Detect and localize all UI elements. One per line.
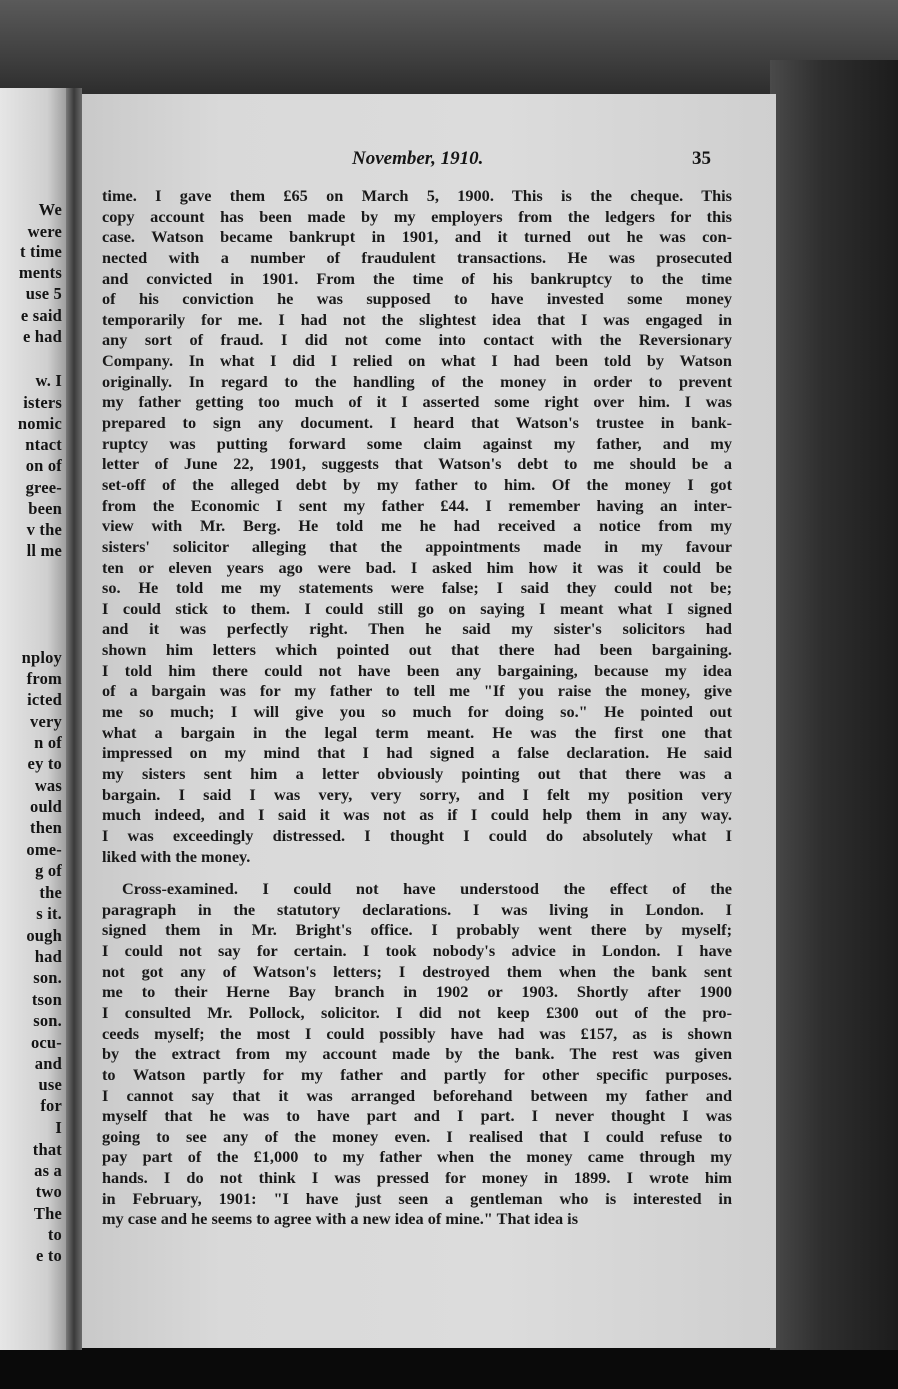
left-page-text-fragment: ocu- (30, 1033, 62, 1052)
left-page-text-fragment: that (32, 1140, 62, 1159)
text-line: temporarily for me. I had not the slightest idea that I was engaged in (102, 309, 732, 329)
text-line: I told him there could not have been any bargaining, because my idea (102, 660, 732, 680)
text-line: my case and he seems to agree with a new idea of mine." That idea is (102, 1209, 579, 1229)
text-line: liked with the money. (102, 846, 251, 866)
text-line: pay part of the £1,000 to my father when the money came through my (102, 1147, 732, 1167)
left-facing-page (0, 88, 68, 1350)
text-line: Company. In what I did I relied on what I had been told by Watson (102, 351, 732, 371)
left-page-text-fragment: nomic (17, 414, 62, 433)
paragraph-1 (102, 186, 732, 867)
left-page-text-fragment: s it. (36, 904, 62, 923)
text-line: to Watson partly for my father and partly for other specific purposes. (102, 1064, 732, 1084)
text-line: bargain. I said I was very, very sorry, and I felt my position very (102, 784, 732, 804)
left-page-text-fragment: n of (34, 733, 62, 752)
text-line: myself that he was to have part and I part. I never thought I was (102, 1106, 732, 1126)
text-line: ceeds myself; the most I could possibly have had was £157, as is shown (102, 1023, 732, 1043)
text-line: prepared to sign any document. I heard that Watson's trustee in bank- (102, 413, 732, 433)
text-line: what a bargain in the legal term meant. He was the first one that (102, 722, 732, 742)
left-page-text-fragment: g of (35, 861, 62, 880)
text-line: and convicted in 1901. From the time of his bankruptcy to the time (102, 268, 732, 288)
text-line: originally. In regard to the handling of the money in order to prevent (102, 371, 732, 391)
text-line: case. Watson became bankrupt in 1901, and it turned out he was con- (102, 227, 732, 247)
left-page-text-fragment: ments (18, 263, 62, 282)
text-line: shown him letters which pointed out that there had been bargaining. (102, 640, 732, 660)
left-page-text-fragment: e said (20, 306, 62, 325)
left-page-text-fragment: very (30, 712, 62, 731)
left-page-text-fragment: as a (34, 1161, 62, 1180)
text-line: I was exceedingly distressed. I thought I could do absolutely what I (102, 825, 732, 845)
text-line: any sort of fraud. I did not come into contact with the Reversionary (102, 330, 732, 350)
text-line: copy account has been made by my employers from the ledgers for this (102, 206, 732, 226)
left-page-text-fragment: ould (30, 797, 62, 816)
text-line: ten or eleven years ago were bad. I asked him how it was it could be (102, 557, 732, 577)
left-page-text-fragment: The (33, 1204, 62, 1223)
left-page-text-fragment: use 5 (25, 284, 62, 303)
paragraph-2 (102, 879, 732, 1230)
text-line: sisters' solicitor alleging that the appointments made in my favour (102, 536, 732, 556)
body-text (102, 186, 732, 1230)
left-page-text-fragment: two (35, 1182, 62, 1201)
left-page-text-fragment: were (27, 222, 62, 241)
left-page-text-fragment: then (30, 818, 62, 837)
text-line: by the extract from my account made by the bank. The rest was given (102, 1044, 732, 1064)
text-line: much indeed, and I said it was not as if I could help them in any way. (102, 805, 732, 825)
text-line: I consulted Mr. Pollock, solicitor. I did not keep £300 out of the pro- (102, 1002, 732, 1022)
left-page-text-fragment: for (40, 1096, 62, 1115)
left-page-text-fragment: son. (33, 968, 62, 987)
left-page-text-fragment: I (55, 1118, 62, 1137)
text-line: I could stick to them. I could still go on saying I meant what I signed (102, 598, 732, 618)
left-page-text-fragment: the (39, 883, 62, 902)
text-line: set-off of the alleged debt by my father to him. Of the money I got (102, 474, 732, 494)
text-line: impressed on my mind that I had signed a false declaration. He said (102, 743, 732, 763)
left-page-text-fragment: and (34, 1054, 62, 1073)
text-line: of a bargain was for my father to tell me "If you raise the money, give (102, 681, 732, 701)
text-line: so. He told me my statements were false; I said they could not be; (102, 578, 732, 598)
book-gutter (66, 88, 82, 1350)
left-page-text-fragment: ll me (26, 541, 62, 560)
left-page-text-fragment: ough (26, 926, 62, 945)
left-page-text-fragment: isters (23, 393, 62, 412)
left-page-text-fragment: on of (25, 456, 62, 475)
left-page-text-fragment: ntact (25, 435, 62, 454)
left-page-text-fragment: nploy (21, 648, 62, 667)
text-line: Cross-examined. I could not have understood the effect of the (122, 879, 732, 899)
text-line: me so much; I will give you so much for doing so." He pointed out (102, 702, 732, 722)
scan-background-top (0, 0, 898, 100)
text-line: I could not say for certain. I took nobody's advice in London. I have (102, 941, 732, 961)
text-line: nected with a number of fraudulent transactions. He was prosecuted (102, 247, 732, 267)
text-line: from the Economic I sent my father £44. I remember having an inter- (102, 495, 732, 515)
left-page-text-fragment: gree- (25, 478, 62, 497)
text-line: signed them in Mr. Bright's office. I probably went there by myself; (102, 920, 732, 940)
text-line: paragraph in the statutory declarations. I was living in London. I (102, 899, 732, 919)
left-page-text-fragment: from (26, 669, 62, 688)
left-page-text-fragment: son. (33, 1011, 62, 1030)
left-page-text-fragment: to (47, 1225, 62, 1244)
left-page-text-fragment: was (34, 776, 62, 795)
left-page-text-fragment: w. I (35, 371, 62, 390)
text-line: I cannot say that it was arranged beforehand between my father and (102, 1085, 732, 1105)
page-number: 35 (692, 148, 711, 169)
header-date: November, 1910. (352, 148, 484, 169)
left-page-text-fragment: ome- (26, 840, 62, 859)
left-page-text-fragment: icted (27, 690, 62, 709)
left-page-text-fragment: had (34, 947, 62, 966)
text-line: of his conviction he was supposed to have invested some money (102, 289, 732, 309)
left-page-text-fragment: v the (26, 520, 62, 539)
text-line: letter of June 22, 1901, suggests that Watson's debt to me should be a (102, 454, 732, 474)
left-page-text-fragment: use (38, 1075, 62, 1094)
text-line: hands. I do not think I was pressed for money in 1899. I wrote him (102, 1168, 732, 1188)
left-page-text-fragment: tson (31, 990, 62, 1009)
text-line: my father getting too much of it I asserted some right over him. I was (102, 392, 732, 412)
scan-background-right (770, 60, 898, 1350)
left-page-text-fragment: ey to (27, 754, 62, 773)
text-line: not got any of Watson's letters; I destroyed them when the bank sent (102, 961, 732, 981)
left-page-text-fragment: e had (22, 327, 62, 346)
left-page-text-fragment: been (28, 499, 62, 518)
left-page-text-fragment: We (38, 200, 62, 219)
text-line: my sisters sent him a letter obviously pointing out that there was a (102, 763, 732, 783)
running-header (82, 148, 776, 172)
text-line: view with Mr. Berg. He told me he had received a notice from my (102, 516, 732, 536)
text-line: me to their Herne Bay branch in 1902 or 1903. Shortly after 1900 (102, 982, 732, 1002)
page (82, 94, 776, 1348)
text-line: time. I gave them £65 on March 5, 1900. This is the cheque. This (102, 186, 732, 205)
left-page-text-fragment: t time (20, 242, 62, 261)
text-line: ruptcy was putting forward some claim against my father, and my (102, 433, 732, 453)
text-line: going to see any of the money even. I realised that I could refuse to (102, 1126, 732, 1146)
left-page-text-fragment: e to (36, 1246, 62, 1265)
text-line: in February, 1901: "I have just seen a gentleman who is interested in (102, 1188, 732, 1208)
text-line: and it was perfectly right. Then he said my sister's solicitors had (102, 619, 732, 639)
